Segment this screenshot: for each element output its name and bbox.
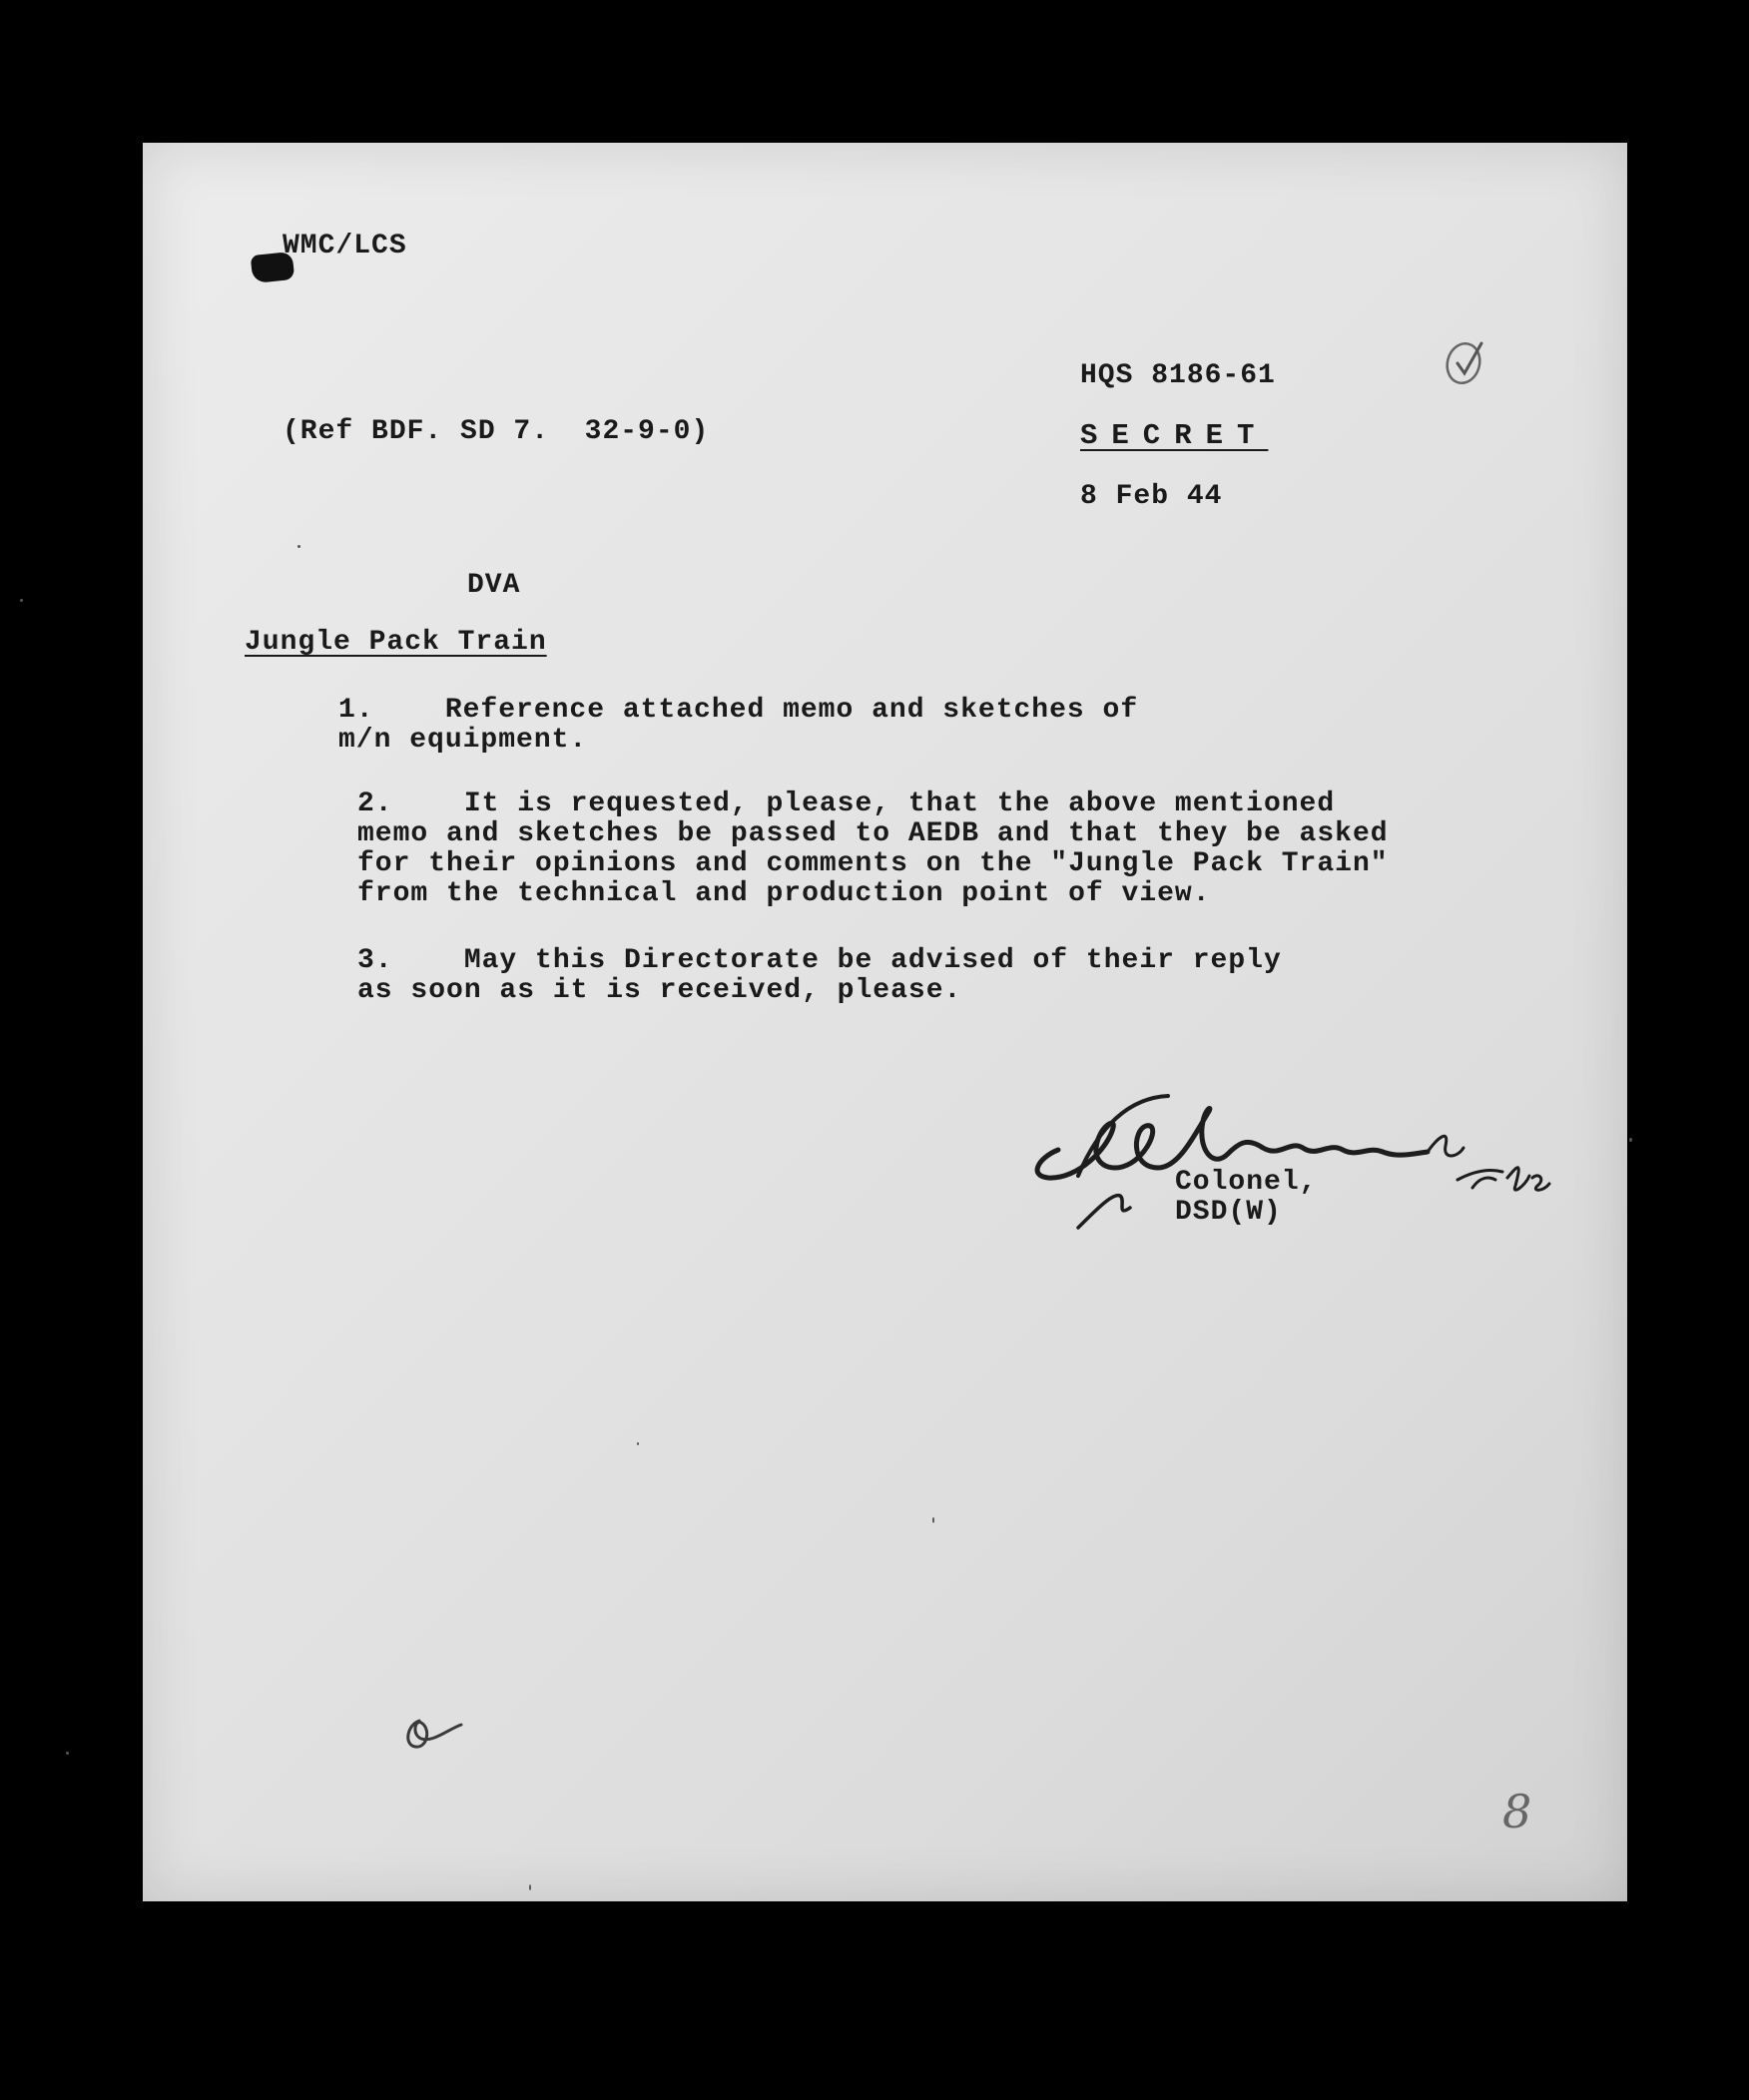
- paragraph-line: 2. It is requested, please, that the above mentioned: [357, 788, 1336, 819]
- addressee: DVA: [467, 570, 521, 601]
- paragraph-line: memo and sketches be passed to AEDB and that they be asked: [357, 818, 1389, 849]
- paragraph-line: 1. Reference attached memo and sketches of: [338, 695, 1139, 726]
- paragraph-2: [357, 789, 1389, 909]
- speck: [66, 1752, 69, 1755]
- signature-block: [1175, 1168, 1317, 1228]
- speck: [297, 545, 300, 548]
- reference-line: (Ref BDF. SD 7. 32-9-0): [283, 416, 710, 447]
- check-mark-icon: [1438, 331, 1497, 391]
- paragraph-line: as soon as it is received, please.: [357, 975, 962, 1006]
- document-page: [143, 143, 1627, 1901]
- classification-marking: SECRET: [1080, 419, 1269, 452]
- paragraph-line: m/n equipment.: [338, 725, 588, 756]
- paragraph-line: 3. May this Directorate be advised of their reply: [357, 945, 1282, 976]
- initials: WMC/LCS: [283, 231, 407, 262]
- file-number: HQS 8186-61: [1080, 360, 1276, 391]
- signature-title: DSD(W): [1175, 1197, 1282, 1228]
- speck: [932, 1517, 934, 1523]
- paragraph-line: for their opinions and comments on the "Jungle Pack Train": [357, 848, 1389, 879]
- page-number: 8: [1502, 1785, 1532, 1838]
- speck: [20, 599, 23, 602]
- speck: [1629, 1138, 1632, 1142]
- document-date: 8 Feb 44: [1080, 481, 1223, 512]
- paragraph-3: [357, 946, 1282, 1006]
- paragraph-line: from the technical and production point of view.: [357, 878, 1211, 909]
- handwritten-initial-mark: [399, 1709, 469, 1759]
- paragraph-1: [338, 696, 1138, 756]
- speck: [637, 1442, 639, 1445]
- subject-line: Jungle Pack Train: [245, 627, 547, 658]
- signature-rank: Colonel,: [1175, 1167, 1318, 1198]
- speck: [529, 1884, 531, 1890]
